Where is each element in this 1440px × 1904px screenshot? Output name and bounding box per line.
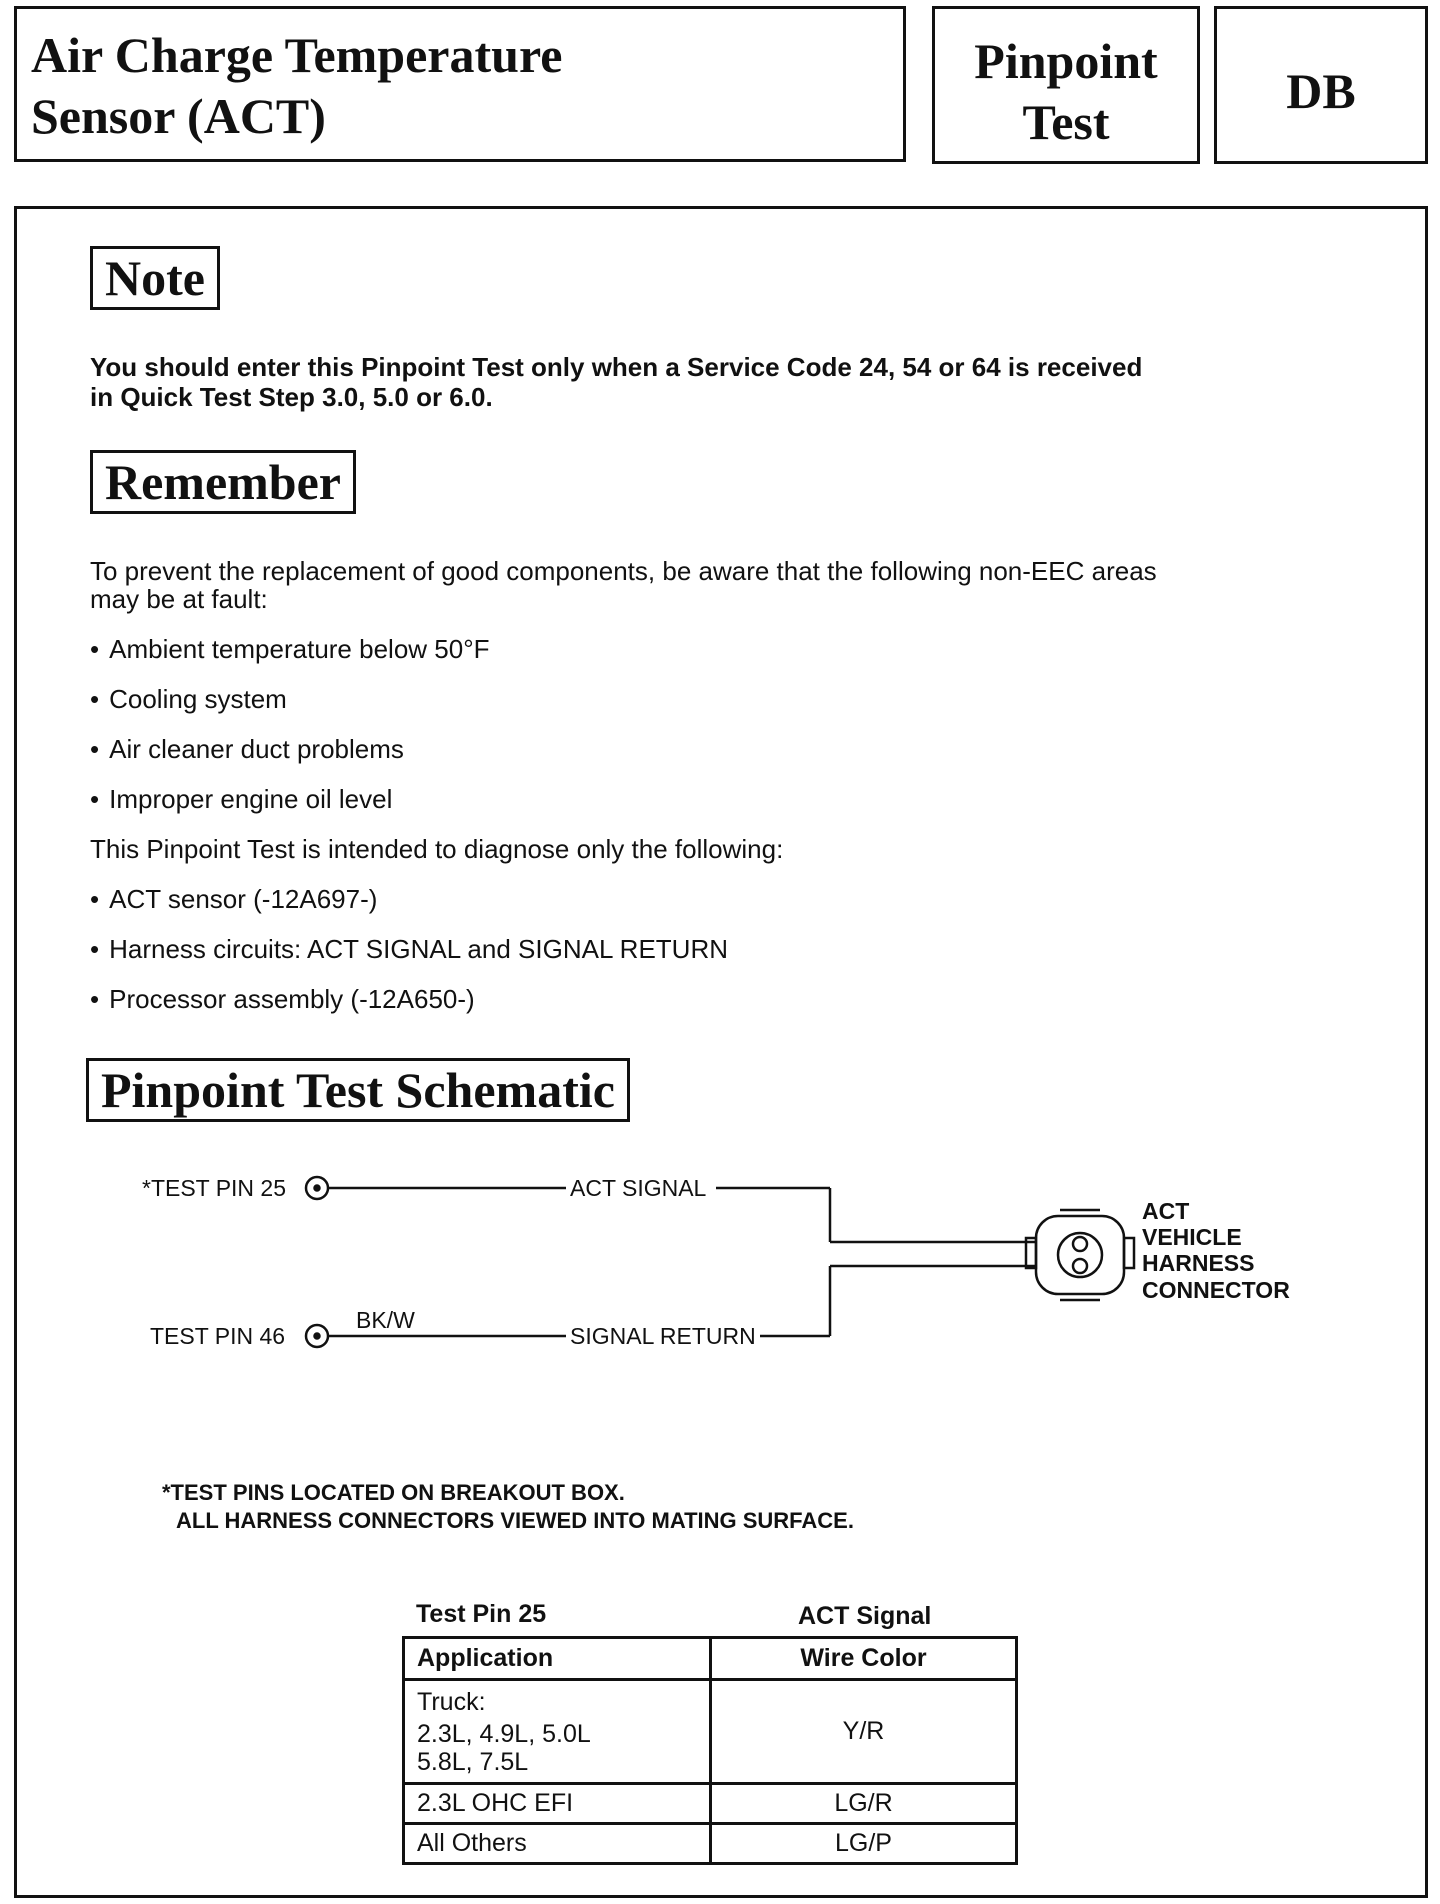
list-item: • Harness circuits: ACT SIGNAL and SIGNAL RETURN xyxy=(90,934,728,964)
act-connector-icon xyxy=(1026,1210,1134,1300)
column-header-wire-color: Wire Color xyxy=(711,1638,1017,1680)
footnote-line-1: *TEST PINS LOCATED ON BREAKOUT BOX. xyxy=(162,1480,625,1505)
test-pin-46-label: TEST PIN 46 xyxy=(150,1323,286,1349)
list-item: • Processor assembly (-12A650-) xyxy=(90,984,475,1014)
act-signal-label: ACT SIGNAL xyxy=(570,1175,707,1201)
wire-color-cell: LG/P xyxy=(711,1824,1017,1864)
test-pin-25-label: *TEST PIN 25 xyxy=(142,1175,287,1201)
list-item: • Improper engine oil level xyxy=(90,784,392,814)
test-code-box xyxy=(1214,6,1428,164)
remember-intro-2: may be at fault: xyxy=(90,584,268,614)
remember-heading: Remember xyxy=(90,450,356,514)
application-line: Truck: xyxy=(417,1687,486,1716)
column-header-application: Application xyxy=(404,1638,711,1680)
table-row xyxy=(404,1824,1017,1864)
signal-return-label: SIGNAL RETURN xyxy=(570,1323,756,1349)
application-line: 5.8L, 7.5L xyxy=(417,1747,529,1776)
list-item: • Ambient temperature below 50°F xyxy=(90,634,489,664)
wire-color-cell: Y/R xyxy=(711,1680,1017,1784)
table-row xyxy=(404,1680,1017,1784)
pinpoint-label-2: Test xyxy=(1022,94,1110,150)
table-row xyxy=(404,1784,1017,1824)
title-line-1: Air Charge Temperature xyxy=(31,27,563,83)
table-header-row xyxy=(404,1638,1017,1680)
connector-label-line: CONNECTOR xyxy=(1142,1277,1290,1303)
wire-color-cell: LG/R xyxy=(711,1784,1017,1824)
remember-intro-1: To prevent the replacement of good components, be aware that the following non-EEC areas xyxy=(90,556,1157,586)
title-line-2: Sensor (ACT) xyxy=(31,88,326,144)
pinpoint-label-1: Pinpoint xyxy=(974,33,1158,89)
diagnose-intro: This Pinpoint Test is intended to diagnose only the following: xyxy=(90,834,784,864)
list-item: • Cooling system xyxy=(90,684,287,714)
note-heading: Note xyxy=(90,246,220,310)
note-line-2: in Quick Test Step 3.0, 5.0 or 6.0. xyxy=(90,382,493,412)
wire-color-table xyxy=(402,1636,1018,1865)
note-line-1: You should enter this Pinpoint Test only when a Service Code 24, 54 or 64 is received xyxy=(90,352,1143,382)
pinpoint-test-box xyxy=(932,6,1200,164)
title-box xyxy=(14,6,906,162)
table-caption-right: ACT Signal xyxy=(798,1602,932,1630)
schematic-diagram xyxy=(0,1140,1440,1380)
list-item: • ACT sensor (-12A697-) xyxy=(90,884,377,914)
list-item: • Air cleaner duct problems xyxy=(90,734,404,764)
wire-color-label: BK/W xyxy=(356,1307,415,1333)
page-title xyxy=(31,25,562,147)
application-line: 2.3L, 4.9L, 5.0L xyxy=(417,1719,591,1748)
connector-label-line: ACT xyxy=(1142,1198,1190,1224)
application-cell: 2.3L OHC EFI xyxy=(404,1784,711,1824)
application-cell: All Others xyxy=(404,1824,711,1864)
footnote-line-2: ALL HARNESS CONNECTORS VIEWED INTO MATING SURFACE. xyxy=(176,1508,854,1533)
connector-label-line: HARNESS xyxy=(1142,1250,1255,1276)
table-caption-left: Test Pin 25 xyxy=(416,1600,547,1628)
connector-label-line: VEHICLE xyxy=(1142,1224,1242,1250)
application-cell xyxy=(404,1680,711,1784)
test-code: DB xyxy=(1286,63,1356,119)
schematic-heading: Pinpoint Test Schematic xyxy=(86,1058,630,1122)
